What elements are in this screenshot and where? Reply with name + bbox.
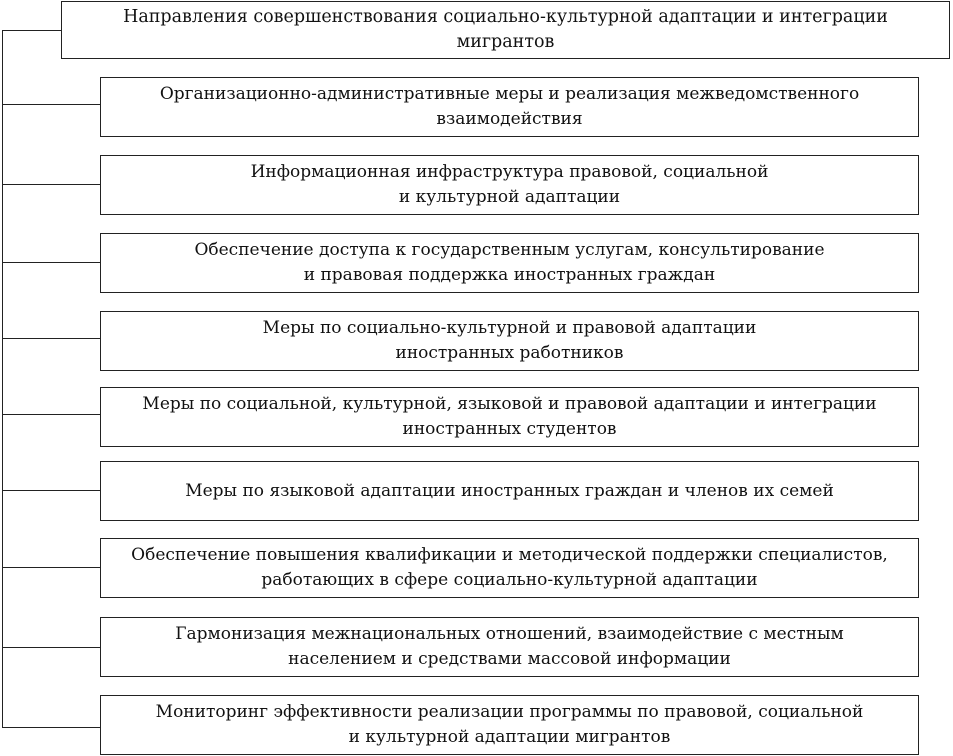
item-connector-line [2,338,100,339]
item-connector-line [2,490,100,491]
item-box-2: Информационная инфраструктура правовой, социальной и культурной адаптации [100,155,919,215]
item-connector-line [2,104,100,105]
item-box-8: Гармонизация межнациональных отношений, взаимодействие с местным населением и средствами массовой информации [100,617,919,677]
item-connector-line [2,414,100,415]
item-box-7: Обеспечение повышения квалификации и методической поддержки специалистов, работающих в сфере социально-культурной адаптации [100,538,919,598]
root-box: Направления совершенствования социально-культурной адаптации и интеграции мигрантов [61,1,950,59]
item-connector-line [2,262,100,263]
item-box-5: Меры по социальной, культурной, языковой и правовой адаптации и интеграции иностранных студентов [100,387,919,447]
vertical-connector-line [2,30,3,727]
item-box-6: Меры по языковой адаптации иностранных граждан и членов их семей [100,461,919,521]
item-connector-line [2,727,100,728]
item-connector-line [2,184,100,185]
root-connector-line [2,30,61,31]
item-connector-line [2,647,100,648]
item-box-9: Мониторинг эффективности реализации программы по правовой, социальной и культурной адаптации мигрантов [100,695,919,755]
item-connector-line [2,567,100,568]
item-box-3: Обеспечение доступа к государственным услугам, консультирование и правовая поддержка иностранных граждан [100,233,919,293]
item-box-1: Организационно-административные меры и реализация межведомственного взаимодействия [100,77,919,137]
item-box-4: Меры по социально-культурной и правовой адаптации иностранных работников [100,311,919,371]
